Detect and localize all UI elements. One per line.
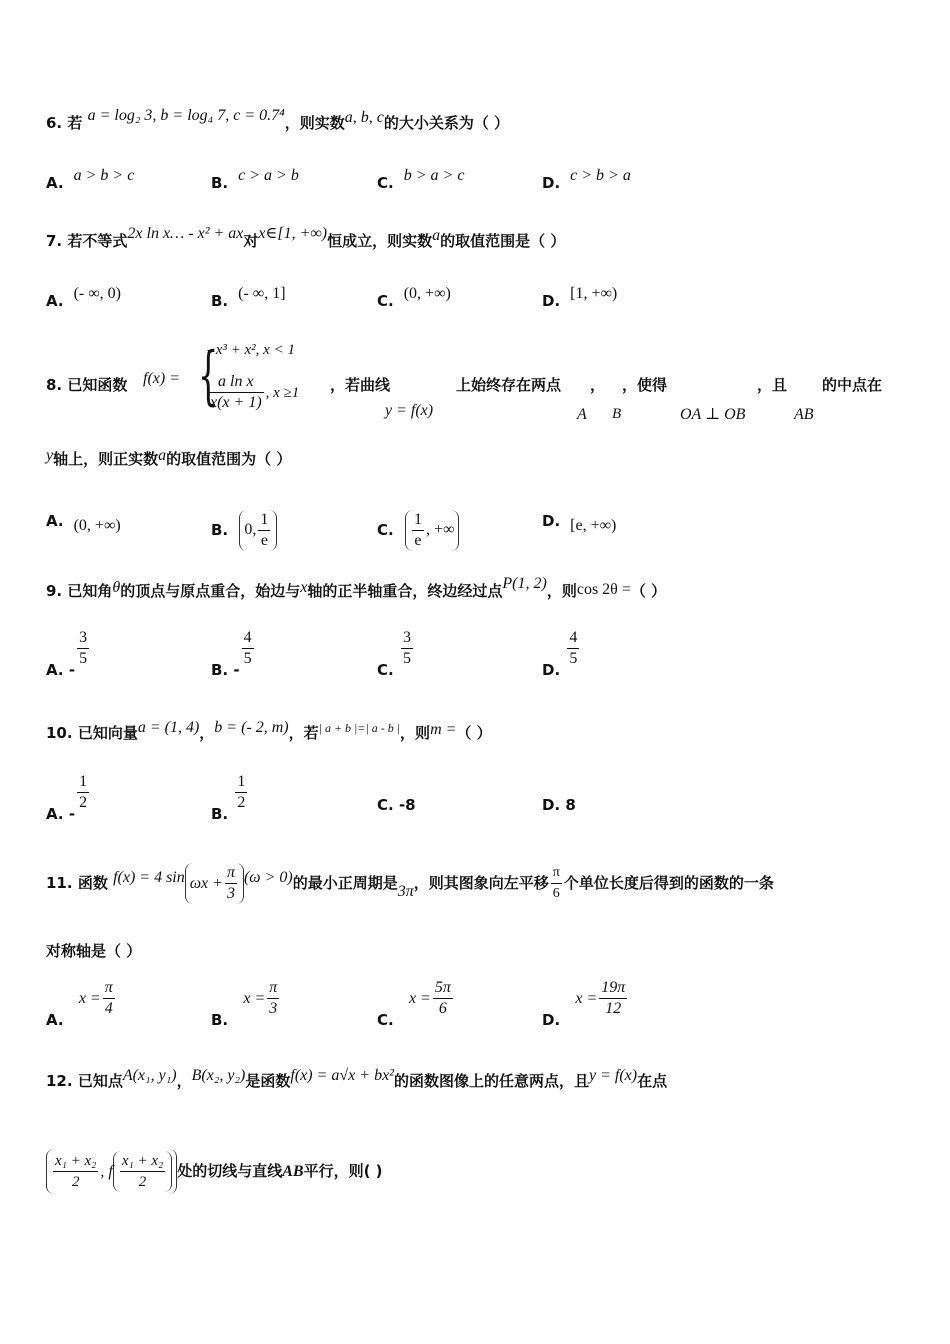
q11-text-4: 个单位长度后得到的函数的一条 bbox=[563, 874, 774, 892]
q7-math-a: a bbox=[432, 227, 441, 244]
option-expr: c > a > b bbox=[238, 167, 299, 184]
option-label: A. bbox=[46, 1011, 64, 1029]
q12-point-paren bbox=[46, 1149, 177, 1194]
q12-math-function: f(x) = a√x + bx² bbox=[290, 1067, 394, 1084]
q12-text-1: 已知点 bbox=[77, 1072, 123, 1090]
q6-option-a[interactable] bbox=[46, 167, 135, 195]
question-11 bbox=[46, 860, 774, 907]
q11-option-a[interactable] bbox=[46, 978, 117, 1029]
q8-line2-text-1: 轴上，则正实数 bbox=[53, 450, 159, 468]
q10-math-a: a = (1, 4) bbox=[137, 719, 200, 736]
q8-text-4: ，使得 bbox=[622, 376, 668, 394]
frac-num: 4 bbox=[567, 628, 579, 649]
frac-num: π bbox=[267, 978, 279, 999]
q7-option-d[interactable] bbox=[542, 285, 618, 313]
q7-math-inequality: 2x ln x… - x² + ax bbox=[127, 225, 244, 242]
q9-math-x: x bbox=[300, 579, 308, 596]
q7-option-c[interactable] bbox=[377, 285, 451, 313]
q9-math-cos: cos 2θ = bbox=[576, 581, 631, 598]
q9-math-point: P(1, 2) bbox=[502, 575, 547, 592]
q10-option-b[interactable] bbox=[211, 772, 249, 823]
question-8-start bbox=[46, 374, 127, 396]
frac-num: 1 bbox=[412, 510, 424, 531]
q9-option-c[interactable] bbox=[377, 628, 415, 679]
q12-number: 12. bbox=[46, 1072, 73, 1090]
frac-num: π bbox=[103, 978, 115, 999]
q8-point-a: A bbox=[577, 406, 587, 423]
option-label: C. bbox=[377, 521, 394, 539]
q7-option-a[interactable] bbox=[46, 285, 121, 313]
option-expr: -8 bbox=[398, 796, 416, 814]
frac-den: 2 bbox=[79, 794, 88, 811]
option-label: D. bbox=[542, 512, 561, 530]
option-lhs: x = bbox=[575, 990, 598, 1007]
q7-text-4: 的取值范围是（ ） bbox=[440, 232, 566, 250]
frac-num: 19π bbox=[599, 978, 627, 999]
option-expr: (- ∞, 0) bbox=[73, 285, 121, 302]
frac-num: x₁ + x₂ bbox=[120, 1151, 165, 1172]
q8-text-6: 的中点在 bbox=[822, 376, 883, 394]
q10-text-3: ，若 bbox=[288, 724, 319, 742]
option-label: C. bbox=[377, 661, 394, 679]
q7-text-2: 对 bbox=[243, 232, 259, 250]
q8-math-y: y bbox=[46, 447, 54, 464]
q12-math-a: A(x₁, y₁) bbox=[122, 1067, 177, 1084]
option-label: D. bbox=[542, 174, 561, 192]
q12-text-5: 在点 bbox=[637, 1072, 668, 1090]
q9-math-theta: θ bbox=[112, 579, 121, 596]
option-label: B. bbox=[211, 1011, 229, 1029]
question-8-line2 bbox=[46, 448, 291, 471]
frac-den: 6 bbox=[438, 1000, 447, 1017]
option-label: B. bbox=[211, 174, 229, 192]
q8-text-3: 上始终存在两点 bbox=[456, 376, 562, 394]
frac-num: 3 bbox=[401, 628, 413, 649]
frac-num: π bbox=[225, 863, 237, 884]
frac-den: 2 bbox=[237, 794, 246, 811]
frac-num: 1 bbox=[235, 772, 247, 793]
q11-option-c[interactable] bbox=[377, 978, 455, 1029]
q8-fx: f(x) = bbox=[143, 370, 180, 387]
q6-text-3: 的大小关系为（ ） bbox=[383, 114, 510, 132]
frac-num: x₁ + x₂ bbox=[53, 1151, 98, 1172]
q11-math-omega: ωx + bbox=[189, 875, 223, 892]
q9-text-1: 已知角 bbox=[67, 582, 113, 600]
q9-number: 9. bbox=[46, 582, 63, 600]
q6-math-abc: a = log₂ 3, b = log₄ 7, c = 0.7⁴ bbox=[87, 107, 285, 124]
q11-math-cond: (ω > 0) bbox=[243, 869, 293, 886]
q10-option-d[interactable] bbox=[542, 794, 576, 816]
question-12 bbox=[46, 1067, 668, 1093]
q8-brace: { bbox=[198, 339, 219, 413]
q8-case2-cond: , x ≥1 bbox=[265, 385, 300, 401]
q8-case2-den: x(x + 1) bbox=[210, 394, 262, 411]
q8-option-b[interactable] bbox=[211, 510, 277, 551]
option-expr: c > b > a bbox=[570, 167, 631, 184]
frac-den: 2 bbox=[138, 1174, 147, 1190]
q10-text-5: （ ） bbox=[456, 724, 492, 742]
option-expr: a > b > c bbox=[73, 167, 135, 184]
q12-text-3: 是函数 bbox=[245, 1072, 291, 1090]
option-lhs: x = bbox=[243, 990, 266, 1007]
q8-case-1: - x³ + x², x < 1 bbox=[207, 342, 295, 358]
interval-left: 0, bbox=[244, 521, 257, 539]
q6-number: 6. bbox=[46, 114, 63, 132]
option-interval bbox=[405, 510, 459, 551]
frac-den: 5 bbox=[243, 650, 252, 667]
frac-num: 1 bbox=[77, 772, 89, 793]
q8-number: 8. bbox=[46, 376, 63, 394]
q8-text-1: 已知函数 bbox=[67, 376, 128, 394]
option-label: A. bbox=[46, 512, 64, 530]
q10-text-1: 已知向量 bbox=[77, 724, 138, 742]
q8-case2-num: a ln x bbox=[208, 372, 264, 393]
q9-option-b[interactable] bbox=[211, 628, 256, 679]
question-7 bbox=[46, 225, 566, 253]
q10-math-m: m = bbox=[430, 721, 457, 738]
option-expr: (0, +∞) bbox=[73, 517, 121, 534]
q6-option-d[interactable] bbox=[542, 167, 631, 195]
q12-text-4: 的函数图像上的任意两点，且 bbox=[393, 1072, 589, 1090]
q11-math-f: f(x) = 4 sin bbox=[113, 869, 185, 886]
q6-option-b[interactable] bbox=[211, 167, 299, 195]
q9-option-d[interactable] bbox=[542, 628, 581, 679]
frac-num: 3 bbox=[77, 628, 89, 649]
option-expr: (- ∞, 1] bbox=[238, 285, 286, 302]
q8-option-c[interactable] bbox=[377, 510, 459, 551]
option-label: D. bbox=[542, 292, 561, 310]
q12-text-2: ， bbox=[176, 1072, 192, 1090]
q8-perp: OA ⊥ OB bbox=[680, 406, 746, 423]
option-expr: [1, +∞) bbox=[570, 285, 618, 302]
q9-text-4: ，则 bbox=[546, 582, 577, 600]
q9-text-5: （ ） bbox=[630, 582, 667, 600]
frac-den: 3 bbox=[226, 885, 235, 902]
q9-text-2: 的顶点与原点重合，始边与 bbox=[120, 582, 301, 600]
q8-curve: y = f(x) bbox=[385, 402, 434, 419]
q11-option-d[interactable] bbox=[542, 978, 629, 1029]
frac-den: 2 bbox=[71, 1174, 80, 1190]
question-6 bbox=[46, 107, 510, 135]
q11-number: 11. bbox=[46, 874, 73, 892]
question-12-line2 bbox=[46, 1148, 383, 1195]
option-sign: - bbox=[68, 661, 76, 679]
option-sign: - bbox=[68, 805, 76, 823]
option-label: D. bbox=[542, 661, 561, 679]
frac-den: 5 bbox=[79, 650, 88, 667]
q9-text-3: 轴的正半轴重合，终边经过点 bbox=[307, 582, 503, 600]
q7-text-1: 若不等式 bbox=[67, 232, 128, 250]
q9-option-a[interactable] bbox=[46, 628, 91, 679]
q10-number: 10. bbox=[46, 724, 73, 742]
q12-math-y: y = f(x) bbox=[588, 1067, 638, 1084]
q7-number: 7. bbox=[46, 232, 63, 250]
q12-text-6: 处的切线与直线 bbox=[177, 1162, 283, 1180]
option-label: A. bbox=[46, 805, 64, 823]
q7-text-3: 恒成立，则实数 bbox=[327, 232, 433, 250]
frac-den: 5 bbox=[569, 650, 578, 667]
q10-option-c[interactable] bbox=[377, 794, 416, 816]
frac-den: 4 bbox=[104, 1000, 113, 1017]
option-label: C. bbox=[377, 796, 394, 814]
q8-option-d[interactable] bbox=[542, 510, 616, 533]
frac-den: 5 bbox=[402, 650, 411, 667]
option-lhs: x = bbox=[78, 990, 101, 1007]
option-expr: [e, +∞) bbox=[570, 517, 617, 534]
frac-den: 12 bbox=[605, 1000, 622, 1017]
q12-text-7: 平行，则( ) bbox=[303, 1162, 383, 1180]
frac-den: e bbox=[414, 532, 422, 549]
q8-point-b: B bbox=[612, 406, 622, 422]
frac-num: 1 bbox=[258, 510, 270, 531]
q6-text-2: ，则实数 bbox=[284, 114, 345, 132]
frac-num: 5π bbox=[433, 978, 453, 999]
option-label: C. bbox=[377, 1011, 394, 1029]
frac-den: e bbox=[260, 532, 268, 549]
frac-den: 3 bbox=[269, 1000, 278, 1017]
question-10 bbox=[46, 719, 492, 745]
q8-math-a: a bbox=[158, 447, 167, 464]
option-label: A. bbox=[46, 292, 64, 310]
frac-num: 4 bbox=[242, 628, 254, 649]
frac-num: π bbox=[551, 863, 562, 884]
q6-text-1: 若 bbox=[67, 114, 83, 132]
option-label: A. bbox=[46, 174, 64, 192]
q8-text-2: ，若曲线 bbox=[330, 376, 391, 394]
frac-den: 6 bbox=[552, 886, 560, 901]
option-lhs: x = bbox=[408, 990, 431, 1007]
option-label: D. bbox=[542, 796, 561, 814]
q6-math-vars: a, b, c bbox=[344, 109, 384, 126]
q11-math-period: 3π bbox=[397, 883, 414, 900]
q7-math-domain: x∈[1, +∞) bbox=[258, 225, 328, 242]
q12-f: , f bbox=[100, 1163, 113, 1180]
q11-option-b[interactable] bbox=[211, 978, 281, 1029]
option-expr: b > a > c bbox=[403, 167, 465, 184]
q11-paren bbox=[185, 863, 244, 904]
q12-ab: AB bbox=[282, 1163, 304, 1180]
q11-text-3: ，则其图象向左平移 bbox=[413, 874, 549, 892]
q11-text-1: 函数 bbox=[77, 874, 108, 892]
q8-case-2 bbox=[206, 372, 299, 413]
option-label: C. bbox=[377, 174, 394, 192]
option-label: B. bbox=[211, 292, 229, 310]
question-9 bbox=[46, 575, 667, 603]
option-expr: 8 bbox=[565, 796, 576, 814]
option-interval bbox=[239, 510, 277, 551]
q7-option-b[interactable] bbox=[211, 285, 286, 313]
option-label: B. bbox=[211, 661, 229, 679]
q11-text-2: 的最小正周期是 bbox=[292, 874, 398, 892]
option-label: B. bbox=[211, 805, 229, 823]
q8-text-5: ，且 bbox=[757, 376, 788, 394]
option-sign: - bbox=[233, 661, 240, 679]
option-label: C. bbox=[377, 292, 394, 310]
option-label: D. bbox=[542, 1011, 561, 1029]
q8-line2-text-2: 的取值范围为（ ） bbox=[166, 450, 292, 468]
interval-right: , +∞ bbox=[425, 521, 455, 539]
q10-math-b: b = (- 2, m) bbox=[214, 719, 289, 736]
q8-option-a[interactable] bbox=[46, 510, 121, 533]
q8-ab: AB bbox=[794, 406, 814, 423]
q12-inner-paren bbox=[113, 1151, 172, 1192]
option-label: B. bbox=[211, 521, 229, 539]
q8-comma: ， bbox=[590, 376, 606, 394]
option-expr: (0, +∞) bbox=[403, 285, 451, 302]
q12-math-b: B(x₂, y₂) bbox=[191, 1067, 246, 1084]
option-label: A. bbox=[46, 661, 64, 679]
q10-text-4: ，则 bbox=[400, 724, 431, 742]
q10-text-2: ， bbox=[199, 724, 215, 742]
q10-math-condition: | a + b |=| a - b | bbox=[318, 721, 401, 735]
q10-option-a[interactable] bbox=[46, 772, 91, 823]
q11-line2: 对称轴是（ ） bbox=[46, 942, 142, 960]
q6-option-c[interactable] bbox=[377, 167, 465, 195]
